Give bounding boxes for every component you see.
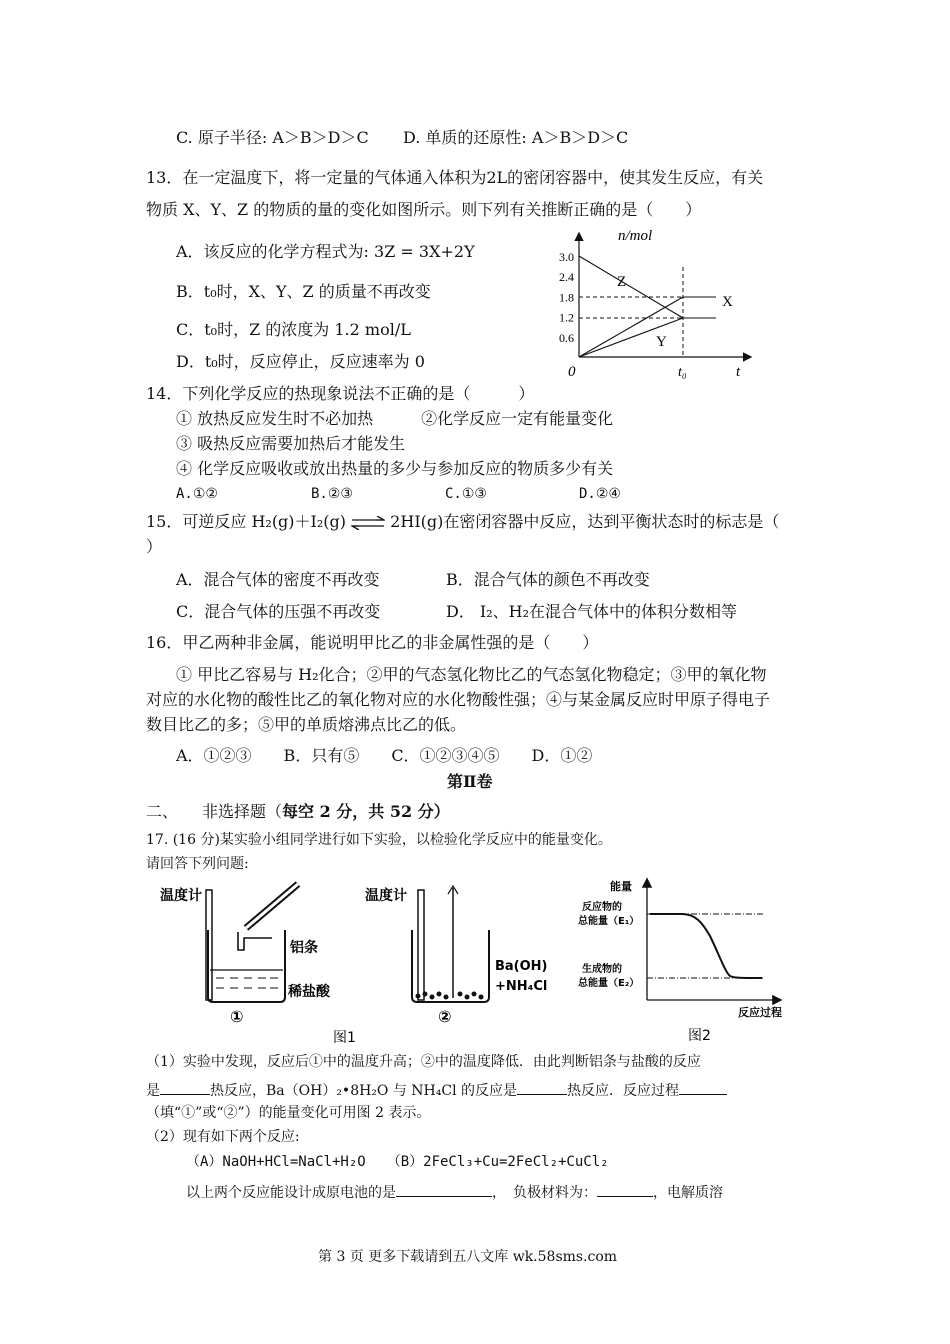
x-axis-label: t [736, 364, 741, 380]
series-z-line [579, 256, 683, 318]
y-tick-label: 1.2 [559, 310, 574, 325]
y-tick-label: 2.4 [559, 270, 574, 285]
q14-option-a: A.①② [176, 486, 218, 502]
q14-statement-3: ③ 吸热反应需要加热后才能发生 [176, 434, 406, 453]
q12-option-d: D. 单质的还原性: A＞B＞D＞C [403, 128, 629, 147]
q16-para-line1: ① 甲比乙容易与 H₂化合；②甲的气态氢化物比乙的气态氢化物稳定；③甲的氧化物 [176, 665, 767, 684]
q13-stem-line1: 13．在一定温度下，将一定量的气体通入体积为2L的密闭容器中，使其发生反应，有关 [146, 168, 764, 187]
q13-option-d: D．t₀时，反应停止，反应速率为 0 [176, 352, 425, 371]
thermometer-2 [418, 890, 424, 1000]
series-z-label: Z [617, 274, 627, 290]
series-x-label: X [722, 294, 733, 310]
q14-option-c: C.①③ [445, 486, 487, 502]
series-x-line [579, 297, 683, 357]
q15-option-b: B．混合气体的颜色不再改变 [446, 570, 650, 589]
q14-option-b: B.②③ [311, 486, 353, 502]
origin-label: 0 [568, 364, 576, 380]
q15-option-a: A．混合气体的密度不再改变 [176, 570, 380, 589]
q14-statement-1: ① 放热反应发生时不必加热 ②化学反应一定有能量变化 [176, 409, 614, 428]
q15-option-d: D． I₂、H₂在混合气体中的体积分数相等 [446, 602, 738, 621]
t0-label: t₀ [678, 365, 687, 380]
series-y-label: Y [656, 334, 667, 350]
aluminum-strip [238, 932, 272, 950]
series-y-line [579, 318, 683, 357]
y-tick-label: 1.8 [559, 290, 574, 305]
q13-option-c: C．t₀时，Z 的浓度为 1.2 mol/L [176, 320, 411, 339]
equilibrium-arrow-icon [351, 516, 385, 530]
q14-statement-4: ④ 化学反应吸收或放出热量的多少与参加反应的物质多少有关 [176, 459, 614, 478]
product-label-1: 生成物的 [582, 964, 622, 975]
blank-2[interactable] [517, 1078, 567, 1095]
blank-1[interactable] [160, 1078, 210, 1095]
q12-option-c: C. 原子半径: A＞B＞D＞C [176, 128, 369, 147]
hcl-label: 稀盐酸 [288, 984, 330, 1000]
y-tick-label: 3.0 [559, 250, 574, 264]
q16-options: A．①②③ B．只有⑤ C．①②③④⑤ D．①② [176, 746, 593, 765]
q17-part1-line3: （填“①”或“②”）的能量变化可用图 2 表示。 [146, 1105, 431, 1121]
q16-stem: 16．甲乙两种非金属，能说明甲比乙的非金属性强的是（ ） [146, 633, 599, 652]
figure-1-caption: 图1 [333, 1030, 356, 1046]
baoh-label: Ba(OH) [495, 959, 548, 974]
page-footer: 第 3 页 更多下载请到五八文库 wk.58sms.com [318, 1249, 618, 1265]
figure-2-caption: 图2 [688, 1028, 711, 1044]
q13-option-a: A．该反应的化学方程式为: 3Z = 3X+2Y [176, 242, 475, 261]
q14-option-d: D.②④ [579, 486, 621, 502]
q15-stem [146, 512, 779, 532]
apparatus-1-number: ① [230, 1007, 244, 1026]
q17-part1-line2: 是 热反应，Ba（OH）₂•8H₂O 与 NH₄Cl 的反应是 热反应．反应过程 [146, 1078, 727, 1101]
thermometer-label-2: 温度计 [365, 888, 407, 904]
blank-4[interactable] [396, 1180, 492, 1197]
q17-stem: 17. (16 分)某实验小组同学进行如下实验，以检验化学反应中的能量变化。 [146, 832, 612, 848]
nh4cl-label: +NH₄Cl [495, 979, 548, 994]
blank-5[interactable] [597, 1180, 653, 1197]
blank-3[interactable] [679, 1078, 727, 1095]
q15-stem-cont: ） [146, 537, 163, 556]
q15-option-c: C．混合气体的压强不再改变 [176, 602, 381, 621]
q17-figures [150, 872, 800, 1052]
q17-part2-line3: 以上两个反应能设计成原电池的是 ， 负极材料为： ，电解质溶 [186, 1180, 723, 1203]
process-axis-label: 反应过程 [738, 1006, 782, 1019]
q13-line-chart [550, 222, 770, 382]
q16-para-line2: 对应的水化物的酸性比乙的氧化物对应的水化物酸性强；④与某金属反应时甲原子得电子 [146, 690, 771, 709]
y-axis-label: n/mol [618, 228, 653, 244]
q17-ask: 请回答下列问题: [146, 856, 249, 872]
product-label-2: 总能量（E₂） [578, 978, 640, 989]
section-heading: 二、 非选择题（每空 2 分，共 52 分） [146, 802, 450, 821]
reactant-label-2: 总能量（E₁） [578, 916, 640, 927]
q13-stem-line2: 物质 X、Y、Z 的物质的量的变化如图所示。则下列有关推断正确的是（ ） [146, 200, 702, 219]
q17-part2-line1: （2）现有如下两个反应: [146, 1129, 300, 1145]
q15-stem-pre: 15．可逆反应 H₂(g)＋I₂(g) [146, 512, 352, 531]
q15-stem-post: 2HI(g)在密闭容器中反应，达到平衡状态时的标志是（ [385, 512, 780, 531]
q17-part2-reactions: （A）NaOH+HCl=NaCl+H₂O （B）2FeCl₃+Cu=2FeCl₂+CuCl₂ [186, 1154, 609, 1170]
reactant-label-1: 反应物的 [582, 902, 622, 913]
section-title: 第Ⅱ卷 [447, 772, 493, 791]
energy-axis-label: 能量 [610, 880, 632, 893]
beaker-1 [208, 930, 285, 1002]
q13-option-b: B．t₀时，X、Y、Z 的质量不再改变 [176, 282, 431, 301]
q14-stem: 14．下列化学反应的热现象说法不正确的是（ ） [146, 384, 535, 403]
thermometer-label-1: 温度计 [160, 888, 202, 904]
apparatus-2-number: ② [438, 1007, 452, 1026]
q17-part1-line1: （1）实验中发现，反应后①中的温度升高；②中的温度降低．由此判断铝条与盐酸的反应 [146, 1054, 701, 1070]
y-tick-label: 0.6 [559, 330, 574, 345]
energy-curve [650, 914, 762, 978]
aluminum-label: 铝条 [290, 940, 318, 956]
q16-para-line3: 数目比乙的多；⑤甲的单质熔沸点比乙的低。 [146, 715, 467, 734]
